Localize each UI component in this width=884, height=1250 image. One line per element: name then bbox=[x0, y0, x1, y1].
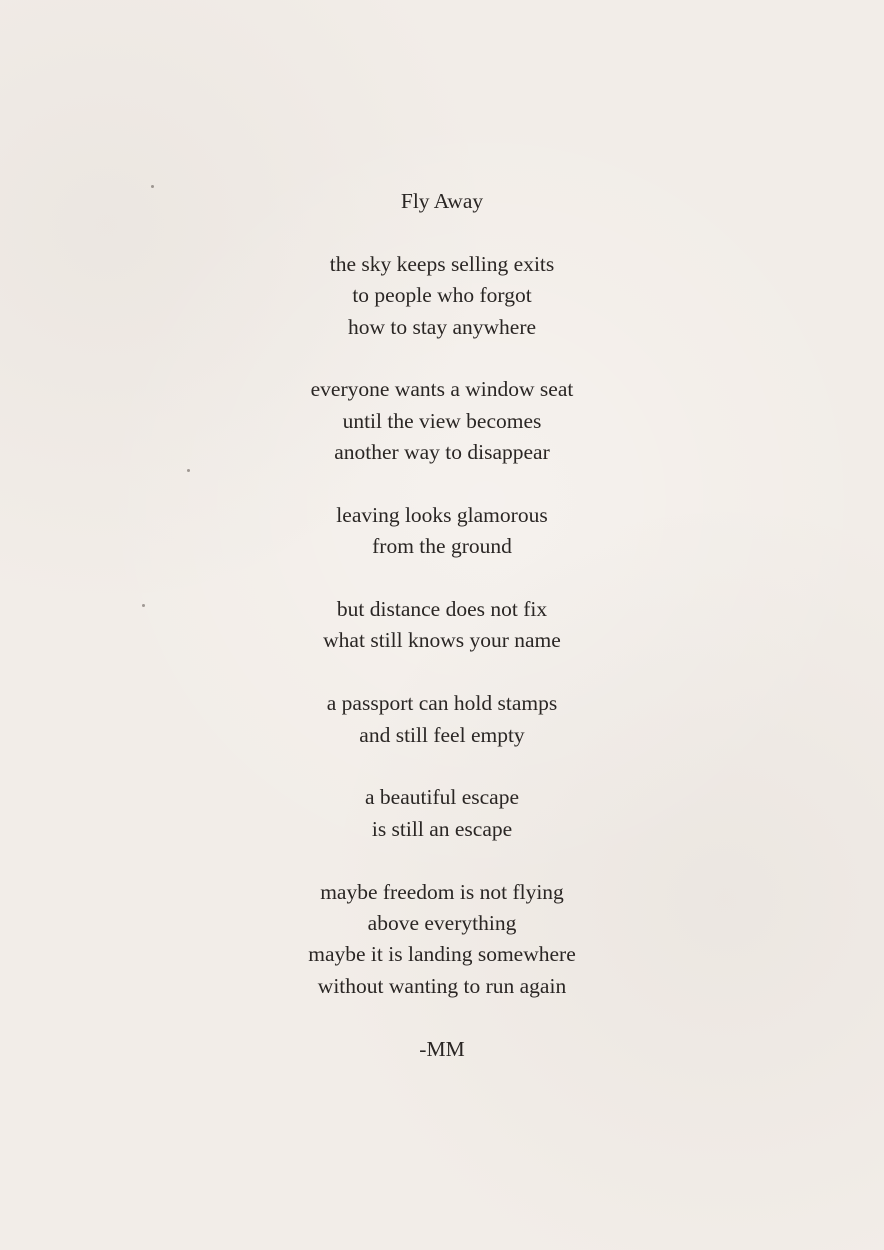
poem-line: without wanting to run again bbox=[317, 973, 567, 998]
poem-line: maybe it is landing somewhere bbox=[308, 942, 576, 967]
stanza-gap bbox=[0, 657, 884, 688]
poem-title: Fly Away bbox=[400, 189, 484, 213]
poem-line: another way to disappear bbox=[334, 440, 550, 465]
poem-line: everyone wants a window seat bbox=[310, 377, 574, 402]
stanza-6 bbox=[0, 782, 884, 845]
stanza-2 bbox=[0, 374, 884, 468]
stanza-gap bbox=[0, 1002, 884, 1033]
stanza-gap bbox=[0, 751, 884, 782]
poem-line: and still feel empty bbox=[359, 722, 525, 747]
poem-line: the sky keeps selling exits bbox=[329, 251, 555, 276]
poem-signature: -MM bbox=[419, 1036, 465, 1061]
stanza-gap bbox=[0, 469, 884, 500]
poem-line: to people who forgot bbox=[352, 283, 532, 308]
stanza-3 bbox=[0, 500, 884, 563]
poem-line: until the view becomes bbox=[342, 408, 542, 433]
poem-line: what still knows your name bbox=[323, 628, 561, 653]
poem bbox=[0, 186, 884, 1065]
stanza-5 bbox=[0, 688, 884, 751]
stanza-gap bbox=[0, 217, 884, 248]
stanza-4 bbox=[0, 594, 884, 657]
poem-line: but distance does not fix bbox=[336, 597, 548, 622]
poem-line: maybe freedom is not flying bbox=[320, 879, 564, 904]
poem-line: from the ground bbox=[372, 534, 512, 559]
stanza-gap bbox=[0, 343, 884, 374]
stanza-gap bbox=[0, 563, 884, 594]
poem-line: how to stay anywhere bbox=[347, 314, 537, 339]
stanza-1 bbox=[0, 249, 884, 343]
poem-line: a beautiful escape bbox=[365, 785, 519, 810]
poem-line: is still an escape bbox=[371, 816, 513, 841]
poem-line: a passport can hold stamps bbox=[326, 691, 558, 716]
poem-line: leaving looks glamorous bbox=[336, 502, 548, 527]
poem-line: above everything bbox=[367, 910, 517, 935]
stanza-gap bbox=[0, 845, 884, 876]
stanza-7 bbox=[0, 877, 884, 1003]
